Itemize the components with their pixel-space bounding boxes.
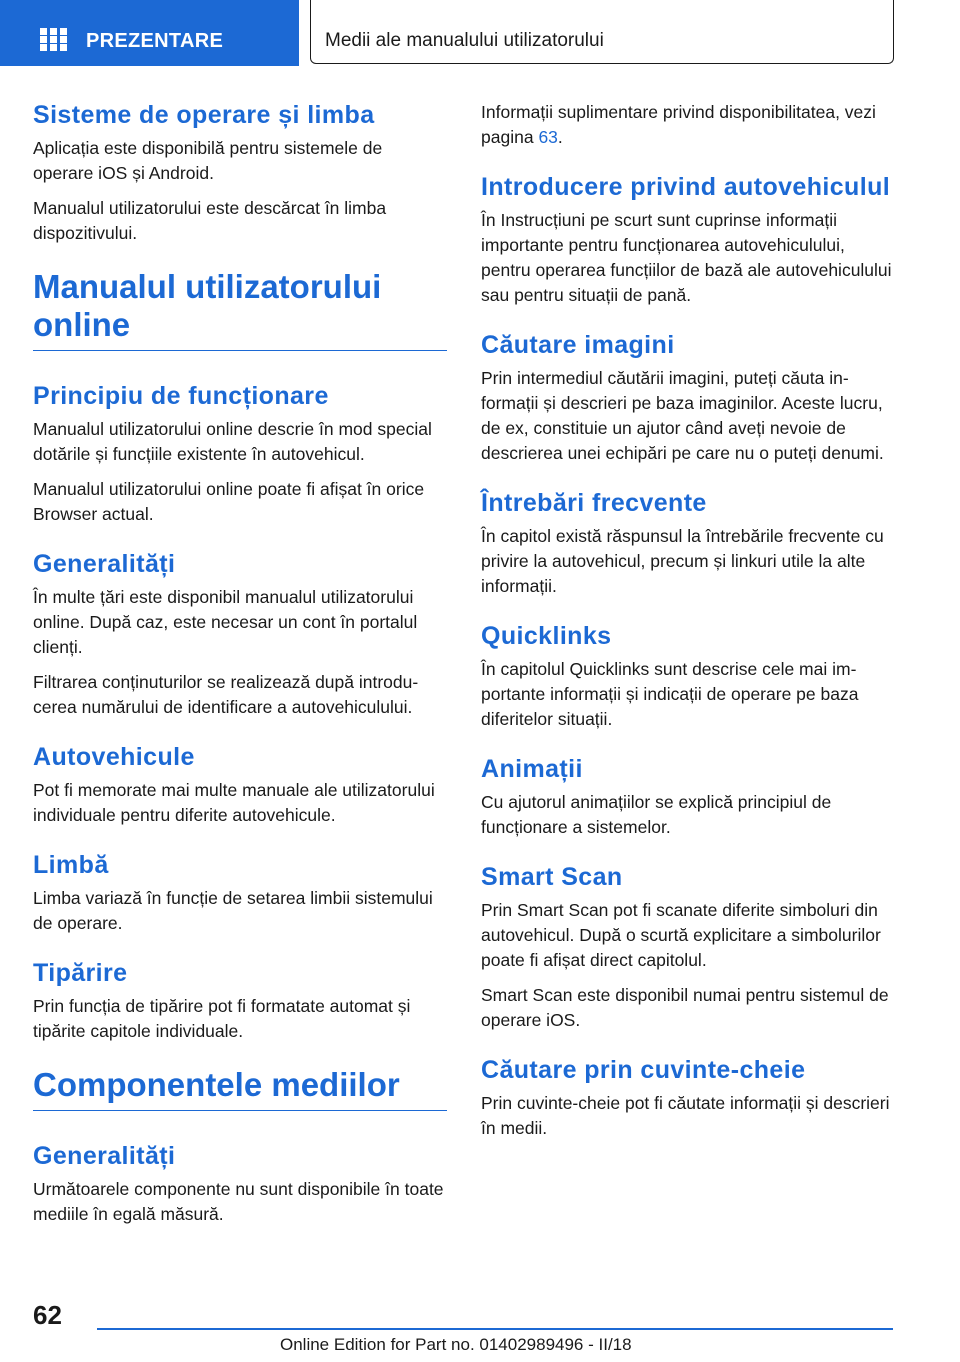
section-faq: [481, 488, 895, 599]
paragraph: În Instrucțiuni pe scurt sunt cuprinse informații importante pentru funcționarea autovehiculului, pentru operarea funcțiilor de bază ale autovehiculului sau pentru situații de pană.: [481, 210, 892, 305]
section-availability: [481, 100, 895, 150]
section-os-language: [33, 100, 447, 246]
chapter-tab[interactable]: [310, 0, 894, 64]
paragraph: Următoarele componente nu sunt disponibile în toate mediile în egală măsură.: [33, 1179, 444, 1224]
section-title: Generalități: [33, 1142, 176, 1170]
paragraph-text: Informații suplimentare privind disponibilitatea, vezi pagina: [481, 102, 876, 147]
section-title: Introducere privind autovehiculul: [481, 173, 891, 201]
paragraph: În multe țări este disponibil manualul utilizatorului online. După caz, este necesar un cont în portalul clienți.: [33, 587, 418, 657]
section-image-search: [481, 330, 895, 466]
paragraph: În capitol există răspunsul la întrebările frecvente cu privire la autovehicul, precum și linkuri utile la alte informații.: [481, 526, 884, 596]
paragraph: Pot fi memorate mai multe manuale ale utilizatorului individuale pentru diferite autovehicule.: [33, 780, 435, 825]
section-keyword-search: [481, 1055, 895, 1141]
section-quicklinks: [481, 621, 895, 732]
chapter-heading: Manualul utilizatorului online: [33, 268, 447, 351]
paragraph: Prin cuvinte-cheie pot fi căutate informații și descrieri în medii.: [481, 1093, 890, 1138]
paragraph: În capitolul Quicklinks sunt descrise cele mai importante informații și indicații de operare pe baza diferitelor situații.: [481, 659, 859, 729]
grid-menu-icon[interactable]: [40, 28, 68, 50]
paragraph: Smart Scan este disponibil numai pentru sistemul de operare iOS.: [481, 985, 889, 1030]
paragraph: Manualul utilizatorului online poate fi afișat în orice Browser actual.: [33, 479, 425, 524]
paragraph: Limba variază în funcție de setarea limbii sistemului de operare.: [33, 888, 433, 933]
section-media-general: [33, 1141, 447, 1227]
left-column: [33, 100, 447, 1249]
paragraph: [481, 100, 895, 150]
section-tab[interactable]: [0, 0, 299, 66]
section-title: Întrebări frecvente: [481, 489, 707, 517]
footer-divider: [97, 1328, 893, 1330]
paragraph: Filtrarea conținuturilor se realizează după introducerea numărului de identificare a autovehiculului.: [33, 672, 419, 717]
paragraph: Manualul utilizatorului este descărcat în limba dispozitivului.: [33, 198, 387, 243]
chapter-tab-label: Medii ale manualului utilizatorului: [325, 30, 604, 51]
section-vehicle-intro: [481, 172, 895, 308]
paragraph: Aplicația este disponibilă pentru sistemele de operare iOS și Android.: [33, 138, 383, 183]
page-link[interactable]: 63: [538, 127, 558, 147]
section-title: Căutare imagini: [481, 331, 675, 359]
paragraph: Prin intermediul căutării imagini, puteți căuta informații și descrieri pe baza imaginilor. Aceste lucru, de ex, constituie un ajutor când aveți nevoie de descrierea unei echipări pe care nu o puteți denumi.: [481, 368, 884, 463]
paragraph: Manualul utilizatorului online descrie în mod special dotările și funcțiile existente în autovehicul.: [33, 419, 432, 464]
section-principle: [33, 381, 447, 527]
section-title: Principiu de funcționare: [33, 382, 329, 410]
section-general: [33, 549, 447, 720]
paragraph: Cu ajutorul animațiilor se explică principiul de funcționare a sistemelor.: [481, 792, 832, 837]
section-title: Generalități: [33, 550, 176, 578]
section-vehicles: [33, 742, 447, 828]
paragraph: Prin Smart Scan pot fi scanate diferite simboluri din autovehicul. După o scurtă explicitare a simbolurilor poate fi afișat direct capitolul.: [481, 900, 881, 970]
chapter-heading: Componentele mediilor: [33, 1066, 447, 1111]
section-title: Smart Scan: [481, 863, 623, 891]
section-smart-scan: [481, 862, 895, 1033]
section-title: Quicklinks: [481, 622, 612, 650]
paragraph: Prin funcția de tipărire pot fi formatate automat și tipărite capitole individuale.: [33, 996, 411, 1041]
paragraph-end: .: [557, 127, 563, 147]
section-title: Sisteme de operare și limba: [33, 101, 375, 129]
section-title: Tipărire: [33, 959, 128, 987]
section-title: Animații: [481, 755, 583, 783]
right-column: [481, 100, 895, 1163]
section-language: [33, 850, 447, 936]
section-animations: [481, 754, 895, 840]
section-title: Autovehicule: [33, 743, 195, 771]
section-tab-label: PREZENTARE: [86, 30, 224, 52]
section-title: Limbă: [33, 851, 109, 879]
section-print: [33, 958, 447, 1044]
page-header: [0, 0, 960, 66]
section-title: Căutare prin cuvinte-cheie: [481, 1056, 806, 1084]
footer-edition: Online Edition for Part no. 01402989496 - II/18: [280, 1335, 632, 1354]
page-number: 62: [33, 1300, 62, 1330]
